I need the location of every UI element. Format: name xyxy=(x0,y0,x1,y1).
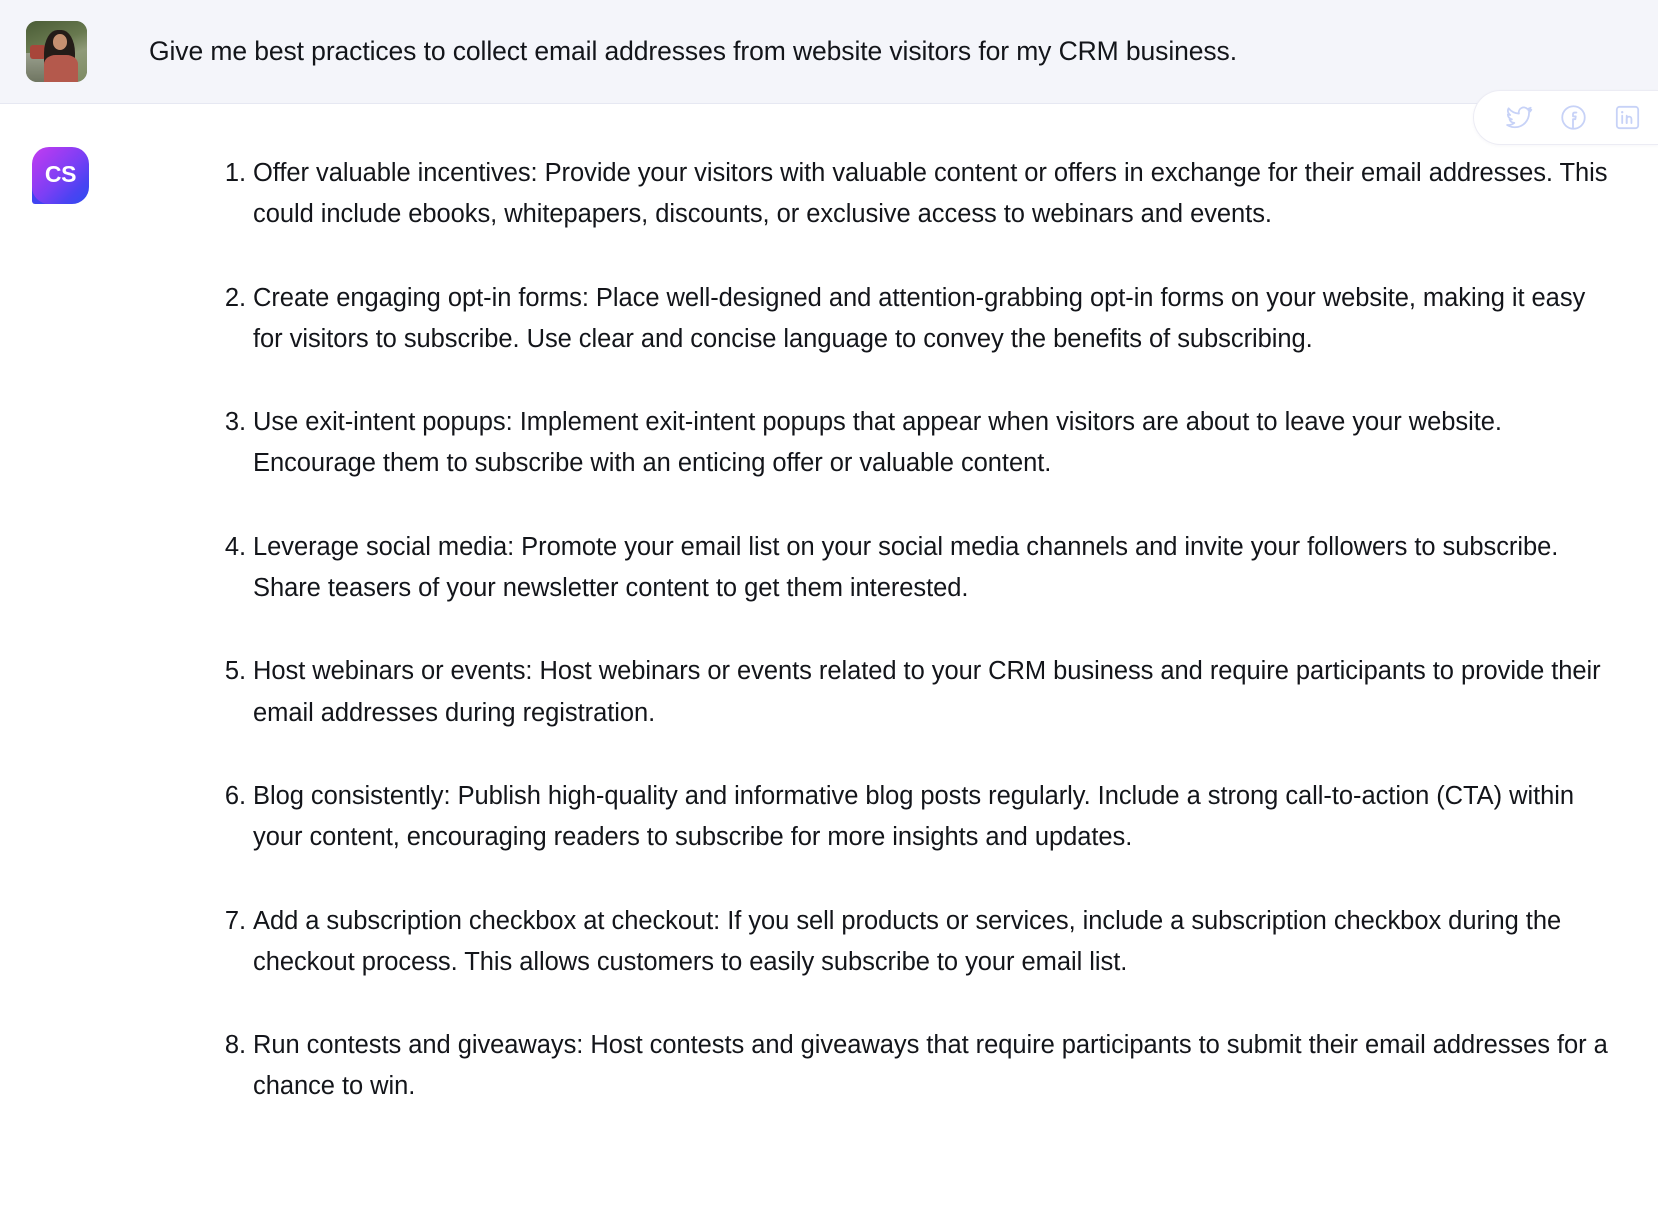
prompt-text: Give me best practices to collect email addresses from website visitors for my CRM business. xyxy=(149,36,1237,67)
linkedin-icon xyxy=(1614,104,1641,131)
avatar-photo-vehicle xyxy=(30,45,46,58)
twitter-share-button[interactable] xyxy=(1504,103,1534,133)
social-share-bar xyxy=(1473,90,1658,145)
list-item: Add a subscription checkbox at checkout: If you sell products or services, include a subscription checkbox during the checkout process. This allows customers to easily subscribe to your email list. xyxy=(253,906,1562,976)
linkedin-share-button[interactable] xyxy=(1612,103,1642,133)
list-item: Leverage social media: Promote your email list on your social media channels and invite your followers to subscribe. Share teasers of your newsletter content to get them interested. xyxy=(253,532,1559,603)
list-item: Offer valuable incentives: Provide your visitors with valuable content or offers in exchange for their email addresses. This could include ebooks, whitepapers, discounts, or exclusive access to webinars and events. xyxy=(253,159,1608,229)
list-item: Host webinars or events: Host webinars or events related to your CRM business and require participants to provide their email addresses during registration. xyxy=(253,657,1601,727)
facebook-share-button[interactable] xyxy=(1558,103,1588,133)
twitter-icon xyxy=(1506,104,1533,131)
list-item: Use exit-intent popups: Implement exit-intent popups that appear when visitors are about to leave your website. Encourage them to subscribe with an enticing offer or valuable content. xyxy=(253,408,1502,478)
list-item: Blog consistently: Publish high-quality and informative blog posts regularly. Include a strong call-to-action (CTA) within your content, encouraging readers to subscribe for more insights and updates. xyxy=(253,781,1575,852)
list-item: Run contests and giveaways: Host contests and giveaways that require participants to submit their email addresses for a chance to win. xyxy=(253,1031,1608,1101)
list-item: Create engaging opt-in forms: Place well-designed and attention-grabbing opt-in forms on your website, making it easy for visitors to subscribe. Use clear and concise language to convey the benefits of subscribing. xyxy=(253,283,1586,353)
facebook-icon xyxy=(1560,104,1587,131)
assistant-logo-label: CS xyxy=(44,161,77,187)
assistant-answer-row xyxy=(0,104,1658,1150)
best-practices-list xyxy=(218,153,1620,1108)
assistant-answer-body xyxy=(89,147,1658,1150)
assistant-logo xyxy=(32,147,89,204)
user-avatar xyxy=(26,21,87,82)
prompt-header xyxy=(0,0,1658,104)
avatar-photo-torso xyxy=(44,55,78,82)
